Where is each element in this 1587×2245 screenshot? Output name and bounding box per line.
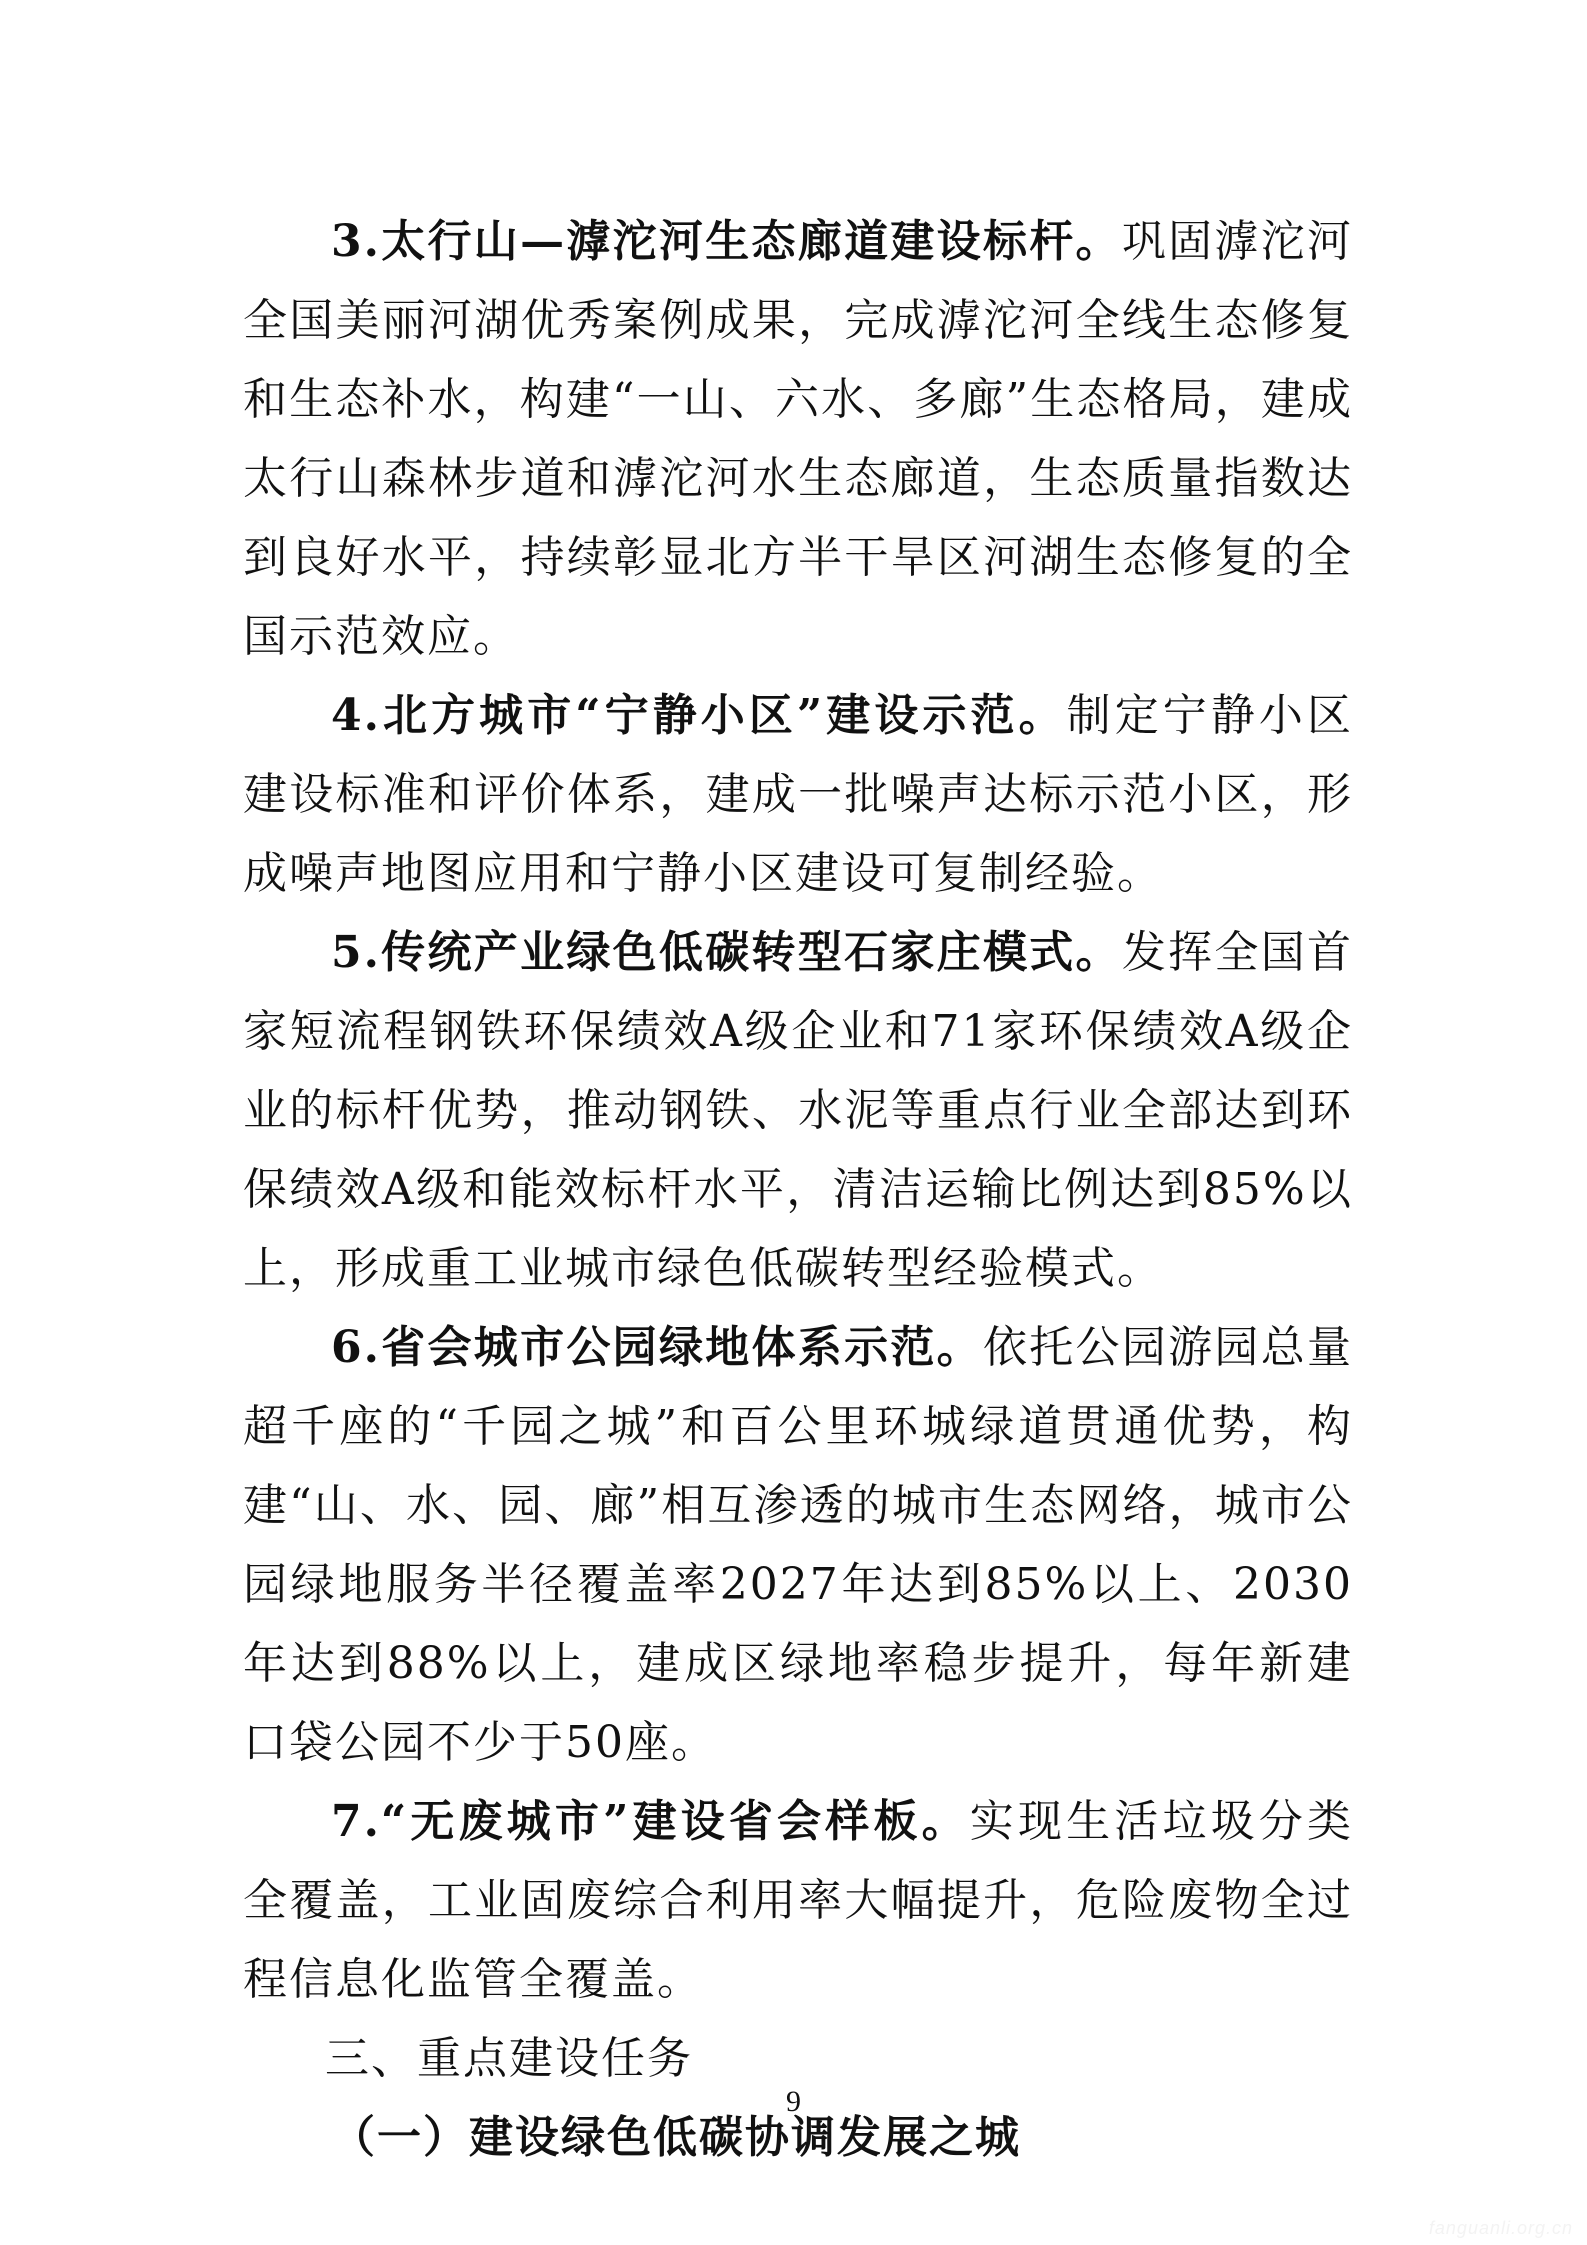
paragraph-5-body: 发挥全国首家短流程钢铁环保绩效A级企业和71家环保绩效A级企业的标杆优势，推动钢铁、水泥等重点行业全部达到环保绩效A级和能效标杆水平，清洁运输比例达到85%以上，形成重工业城市绿色低碳转型经验模式。 bbox=[243, 927, 1353, 1294]
paragraph-3 bbox=[243, 202, 1353, 676]
section-heading: 三、重点建设任务 bbox=[325, 2033, 693, 2084]
paragraph-6-body: 依托公园游园总量超千座的“千园之城”和百公里环城绿道贯通优势，构建“山、水、园、廊”相互渗透的城市生态网络，城市公园绿地服务半径覆盖率2027年达到85%以上、2030年达到88%以上，建成区绿地率稳步提升，每年新建口袋公园不少于50座。 bbox=[243, 1322, 1354, 1768]
watermark: fanguanli.org.cn bbox=[1428, 2218, 1573, 2238]
paragraph-6 bbox=[243, 1308, 1353, 1782]
paragraph-4 bbox=[243, 676, 1353, 913]
paragraph-5-lead: 5.传统产业绿色低碳转型石家庄模式。 bbox=[331, 927, 1122, 978]
page-number: 9 bbox=[786, 2085, 801, 2118]
paragraph-4-body: 制定宁静小区建设标准和评价体系，建成一批噪声达标示范小区，形成噪声地图应用和宁静小区建设可复制经验。 bbox=[243, 690, 1353, 899]
document-body bbox=[243, 202, 1353, 2177]
paragraph-7-lead: 7.“无废城市”建设省会样板。 bbox=[331, 1796, 970, 1847]
paragraph-7-body: 实现生活垃圾分类全覆盖，工业固废综合利用率大幅提升，危险废物全过程信息化监管全覆盖。 bbox=[243, 1796, 1353, 2005]
paragraph-5 bbox=[243, 913, 1353, 1308]
paragraph-3-lead: 3.太行山—滹沱河生态廊道建设标杆。 bbox=[331, 216, 1122, 267]
paragraph-6-lead: 6.省会城市公园绿地体系示范。 bbox=[331, 1322, 983, 1373]
subsection-heading: （一）建设绿色低碳协调发展之城 bbox=[331, 2112, 1021, 2163]
paragraph-7 bbox=[243, 1782, 1353, 2019]
paragraph-3-body: 巩固滹沱河全国美丽河湖优秀案例成果，完成滹沱河全线生态修复和生态补水，构建“一山、六水、多廊”生态格局，建成太行山森林步道和滹沱河水生态廊道，生态质量指数达到良好水平，持续彰显北方半干旱区河湖生态修复的全国示范效应。 bbox=[243, 216, 1353, 662]
paragraph-4-lead: 4.北方城市“宁静小区”建设示范。 bbox=[331, 690, 1067, 741]
